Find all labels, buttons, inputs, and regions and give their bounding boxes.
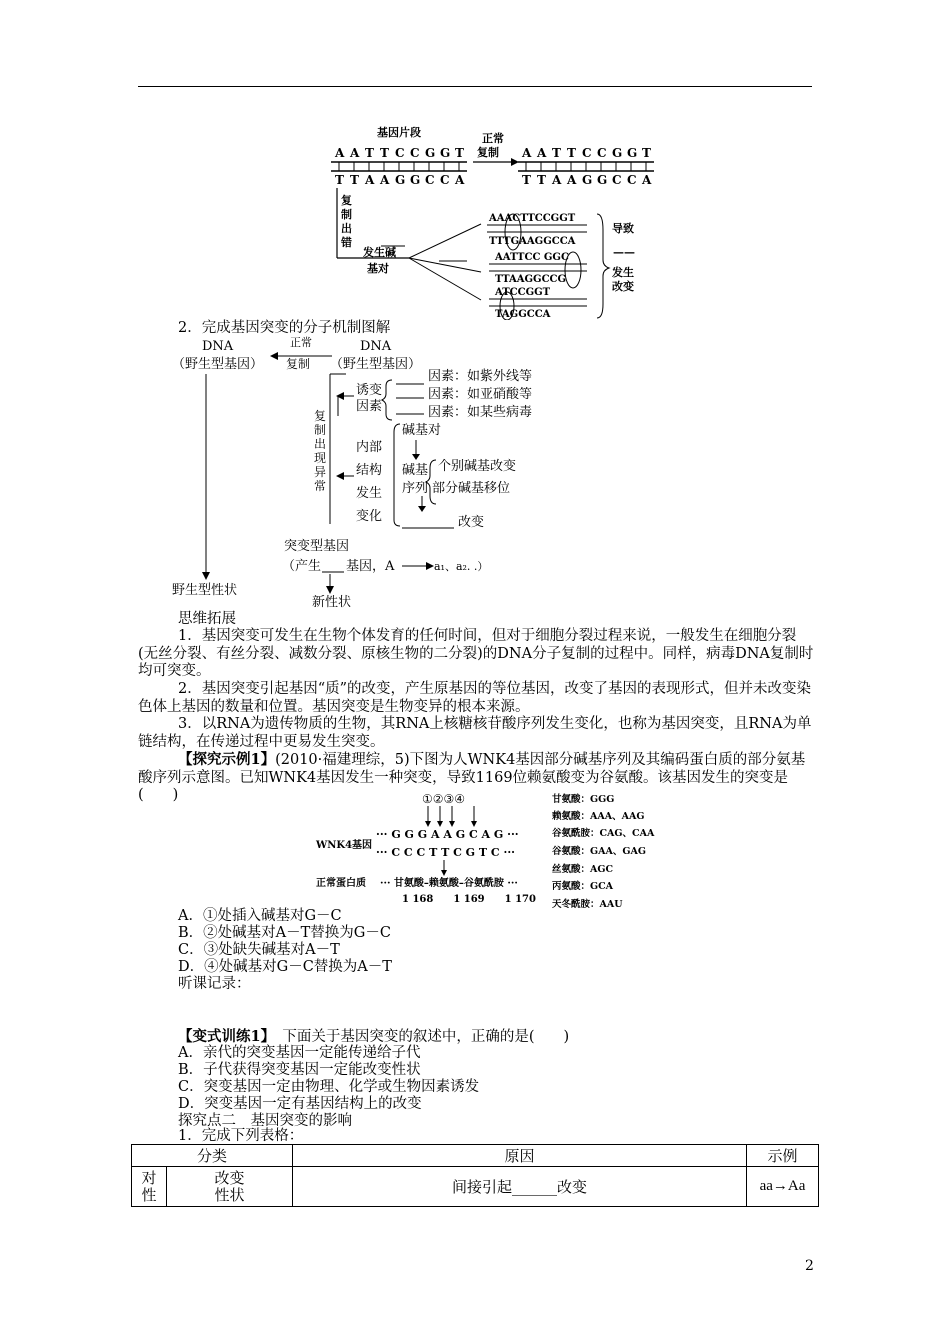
svg-text:A: A [552, 173, 562, 187]
mut1-top: AAACTTCCGGT [489, 213, 576, 224]
left-bottom-strand [335, 173, 465, 187]
svg-text:谷氨酸：GAA、GAG: 谷氨酸：GAA、GAG [552, 846, 646, 857]
svg-text:T: T [567, 146, 576, 160]
svg-text:T: T [335, 173, 344, 187]
svg-text:G: G [410, 173, 421, 187]
thinking-p2: 2．基因突变引起基因“质”的改变，产生原基因的等位基因，改变了基因的表现形式，但并未改变染色体上基因的数量和位置。基因突变是生物变异的根本来源。 [138, 681, 812, 715]
mut2-top: AATTCC GGC [495, 252, 569, 263]
svg-text:改变: 改变 [612, 280, 634, 293]
right-bottom-strand [522, 173, 652, 187]
effects-table [131, 1144, 819, 1207]
abnormal-replication [314, 409, 326, 493]
change-label: 改变 [458, 515, 485, 530]
svg-text:赖氨酸：AAA、AAG: 赖氨酸：AAA、AAG [552, 811, 645, 822]
wild-trait: 野生型性状 [172, 583, 238, 598]
svg-text:出: 出 [341, 222, 352, 235]
markers: ①②③④ [422, 792, 466, 806]
new-trait: 新性状 [312, 595, 352, 610]
svg-text:复: 复 [341, 194, 352, 207]
figure-replication-error [325, 120, 665, 320]
svg-text:变化: 变化 [356, 509, 383, 524]
row1-reason: 间接引起______改变 [293, 1167, 747, 1207]
variant-option-b[interactable]: B．子代获得突变基因一定能改变性状 [178, 1062, 421, 1078]
mutagen-brace [382, 380, 392, 420]
row1-class-a: 对性 [132, 1167, 167, 1207]
svg-text:谷氨酰胺：CAG、CAA: 谷氨酰胺：CAG、CAA [552, 828, 655, 839]
svg-text:发生: 发生 [612, 266, 634, 279]
example1-text: (2010·福建理综，5)下图为人WNK4基因部分碱基序列及其编码蛋白质的部分氨基酸序列示意图。已知WNK4基因发生一种突变，导致1169位赖氨酸变为谷氨酸。该基因发生的突变是( ) [138, 752, 806, 803]
svg-text:A: A [642, 173, 652, 187]
base-seq-2: 序列 [402, 481, 429, 496]
option-d[interactable]: D．④处碱基对G－C替换为A－T [178, 959, 392, 975]
thinking-p1: 1．基因突变可发生在生物个体发育的任何时间，但对于细胞分裂过程来说，一般发生在细胞分裂(无丝分裂、有丝分裂、减数分裂、原核生物的二分裂)的DNA分子复制的过程中。同样，病毒DNA复制时均可突变。 [138, 628, 814, 679]
figure-wnk4 [312, 790, 682, 912]
svg-text:T: T [455, 146, 464, 160]
svg-text:A: A [380, 173, 390, 187]
svg-text:C: C [440, 173, 450, 187]
replicate-label: 复制 [477, 146, 499, 159]
svg-text:制: 制 [314, 423, 327, 437]
svg-text:结构: 结构 [356, 463, 383, 478]
variant1-question [178, 1028, 569, 1047]
wnk4-diagram [312, 790, 682, 912]
example1-tag: 【探究示例1】 [178, 751, 276, 768]
gene-fragment-label: 基因片段 [377, 126, 421, 139]
svg-text:T: T [350, 173, 359, 187]
variant1-tag: 【变式训练1】 [178, 1028, 268, 1045]
fan-line-1 [409, 224, 481, 258]
mutagen-1: 诱变 [356, 383, 383, 398]
row1-example: aa→Aa [747, 1167, 819, 1207]
svg-text:出: 出 [314, 437, 327, 451]
variant-option-c[interactable]: C．突变基因一定由物理、化学或生物因素诱发 [178, 1079, 480, 1095]
notes-label: 听课记录： [178, 976, 251, 992]
positions: 1 168 1 169 1 170 [402, 894, 536, 905]
row1-class-b: 改变性状 [167, 1167, 293, 1207]
svg-text:制: 制 [341, 208, 352, 221]
table-header-row [132, 1145, 819, 1167]
mutant-gene: 突变型基因 [284, 539, 350, 554]
option-c[interactable]: C．③处缺失碱基对A－T [178, 942, 340, 958]
svg-text:A: A [350, 146, 360, 160]
svg-text:A: A [537, 146, 547, 160]
table-row [132, 1167, 819, 1207]
top-seq: ··· G G G A A G C A G ··· [376, 828, 519, 841]
svg-text:甘氨酸：GGG: 甘氨酸：GGG [552, 794, 615, 805]
figure-mutation-mechanism [170, 336, 590, 614]
svg-text:G: G [627, 146, 638, 160]
svg-text:G: G [612, 146, 623, 160]
svg-text:G: G [597, 173, 608, 187]
base-pair-label-2: 基对 [367, 262, 389, 275]
replicate-label: 复制 [286, 357, 311, 371]
svg-text:丝氨酸：AGC: 丝氨酸：AGC [552, 864, 614, 875]
svg-text:A: A [335, 146, 345, 160]
factor-physical: 因素：如紫外线等 [428, 369, 533, 384]
svg-text:A: A [455, 173, 465, 187]
change-shift: 部分碱基移位 [432, 481, 511, 496]
result-brace [597, 214, 609, 318]
arrow-head [511, 158, 519, 166]
base-seq-1: 碱基 [402, 463, 429, 478]
header-example: 示例 [747, 1145, 819, 1167]
svg-text:C: C [410, 146, 420, 160]
factor-chemical: 因素：如亚硝酸等 [428, 387, 533, 402]
left-rungs [339, 162, 459, 171]
svg-text:G: G [582, 173, 593, 187]
svg-text:复: 复 [314, 409, 327, 423]
mechanism-diagram [170, 336, 590, 614]
replication-diagram [325, 120, 665, 320]
svg-text:C: C [582, 146, 592, 160]
svg-text:C: C [597, 146, 607, 160]
left-top-strand [334, 146, 464, 160]
svg-text:现: 现 [314, 451, 327, 465]
svg-text:T: T [522, 173, 531, 187]
dna-left: DNA [202, 339, 234, 354]
fan-line-2 [409, 258, 481, 272]
svg-text:T: T [365, 146, 374, 160]
svg-text:异: 异 [314, 465, 327, 479]
change-individual: 个别碱基改变 [438, 459, 517, 474]
svg-text:错: 错 [341, 236, 352, 249]
wild-left: （野生型基因） [172, 357, 264, 372]
svg-text:丙氨酸：GCA: 丙氨酸：GCA [552, 881, 614, 892]
svg-text:G: G [425, 146, 436, 160]
replication-error-label [340, 193, 352, 249]
mut3-top: ATCCGGT [495, 287, 551, 298]
wild-right: （野生型基因） [330, 357, 422, 372]
base-pair: 碱基对 [402, 423, 442, 438]
svg-text:A: A [365, 173, 375, 187]
table-intro: 1．完成下列表格： [178, 1128, 304, 1144]
factor-biological: 因素：如某些病毒 [428, 405, 533, 420]
svg-text:常: 常 [314, 479, 327, 493]
section2-heading: 2．完成基因突变的分子机制图解 [178, 320, 391, 336]
option-a[interactable]: A．①处插入碱基对G－C [178, 908, 342, 924]
svg-text:发生: 发生 [356, 486, 383, 501]
header-rule [138, 86, 812, 87]
dna-right: DNA [360, 339, 392, 354]
svg-text:C: C [425, 173, 435, 187]
variant-option-d[interactable]: D．突变基因一定有基因结构上的改变 [178, 1096, 422, 1112]
svg-text:——: —— [613, 246, 635, 259]
protein-label: 正常蛋白质 [316, 878, 366, 889]
svg-text:天冬酰胺：AAU: 天冬酰胺：AAU [552, 899, 623, 910]
svg-text:A: A [567, 173, 577, 187]
svg-text:G: G [395, 173, 406, 187]
alleles: a₁、a₂. .） [434, 560, 489, 573]
svg-text:T: T [380, 146, 389, 160]
produce-prefix: （产生 [282, 559, 322, 574]
thinking-p3: 3．以RNA为遗传物质的生物，其RNA上核糖核苷酸序列发生变化，也称为基因突变，且RNA为单链结构，在传递过程中更易发生突变。 [138, 716, 812, 750]
produce-suffix: 基因，A [346, 559, 395, 574]
svg-text:T: T [552, 146, 561, 160]
svg-text:C: C [395, 146, 405, 160]
page-number: 2 [805, 1258, 814, 1274]
mut3-bottom: TAGGCCA [495, 309, 551, 320]
section-point2: 探究点二 基因突变的影响 [178, 1113, 352, 1129]
internal-change [356, 439, 382, 524]
variant1-text: 下面关于基因突变的叙述中，正确的是( ) [267, 1029, 570, 1045]
svg-text:T: T [642, 146, 651, 160]
svg-text:内部: 内部 [356, 440, 383, 455]
normal-label: 正常 [290, 336, 312, 349]
bottom-seq: ··· C C C T T C G T C ··· [376, 846, 515, 859]
codon-table [552, 793, 655, 910]
mutagen-2: 因素 [356, 399, 383, 414]
aa-seq: ··· 甘氨酸–赖氨酸–谷氨酰胺 ··· [380, 878, 518, 889]
right-top-strand [521, 146, 651, 160]
svg-text:C: C [627, 173, 637, 187]
result-label [611, 221, 635, 293]
svg-text:导致: 导致 [612, 222, 634, 235]
mut1-bottom: TTTGAAGGCCA [489, 236, 576, 247]
svg-text:T: T [537, 173, 546, 187]
mut2-circle [565, 252, 581, 288]
mut2-bottom: TTAAGGCCG [495, 274, 567, 285]
gene-label: WNK4基因 [316, 840, 373, 851]
svg-text:C: C [612, 173, 622, 187]
normal-label: 正常 [482, 132, 504, 145]
option-b[interactable]: B．②处碱基对A－T替换为G－C [178, 925, 391, 941]
header-reason: 原因 [293, 1145, 747, 1167]
base-pair-label-1: 发生碱 [363, 246, 396, 259]
svg-text:G: G [440, 146, 451, 160]
svg-text:A: A [522, 146, 532, 160]
header-class: 分类 [132, 1145, 293, 1167]
fan-line-3 [409, 258, 481, 300]
variant-option-a[interactable]: A．亲代的突变基因一定能传递给子代 [178, 1045, 421, 1061]
thinking-title: 思维拓展 [178, 611, 236, 627]
